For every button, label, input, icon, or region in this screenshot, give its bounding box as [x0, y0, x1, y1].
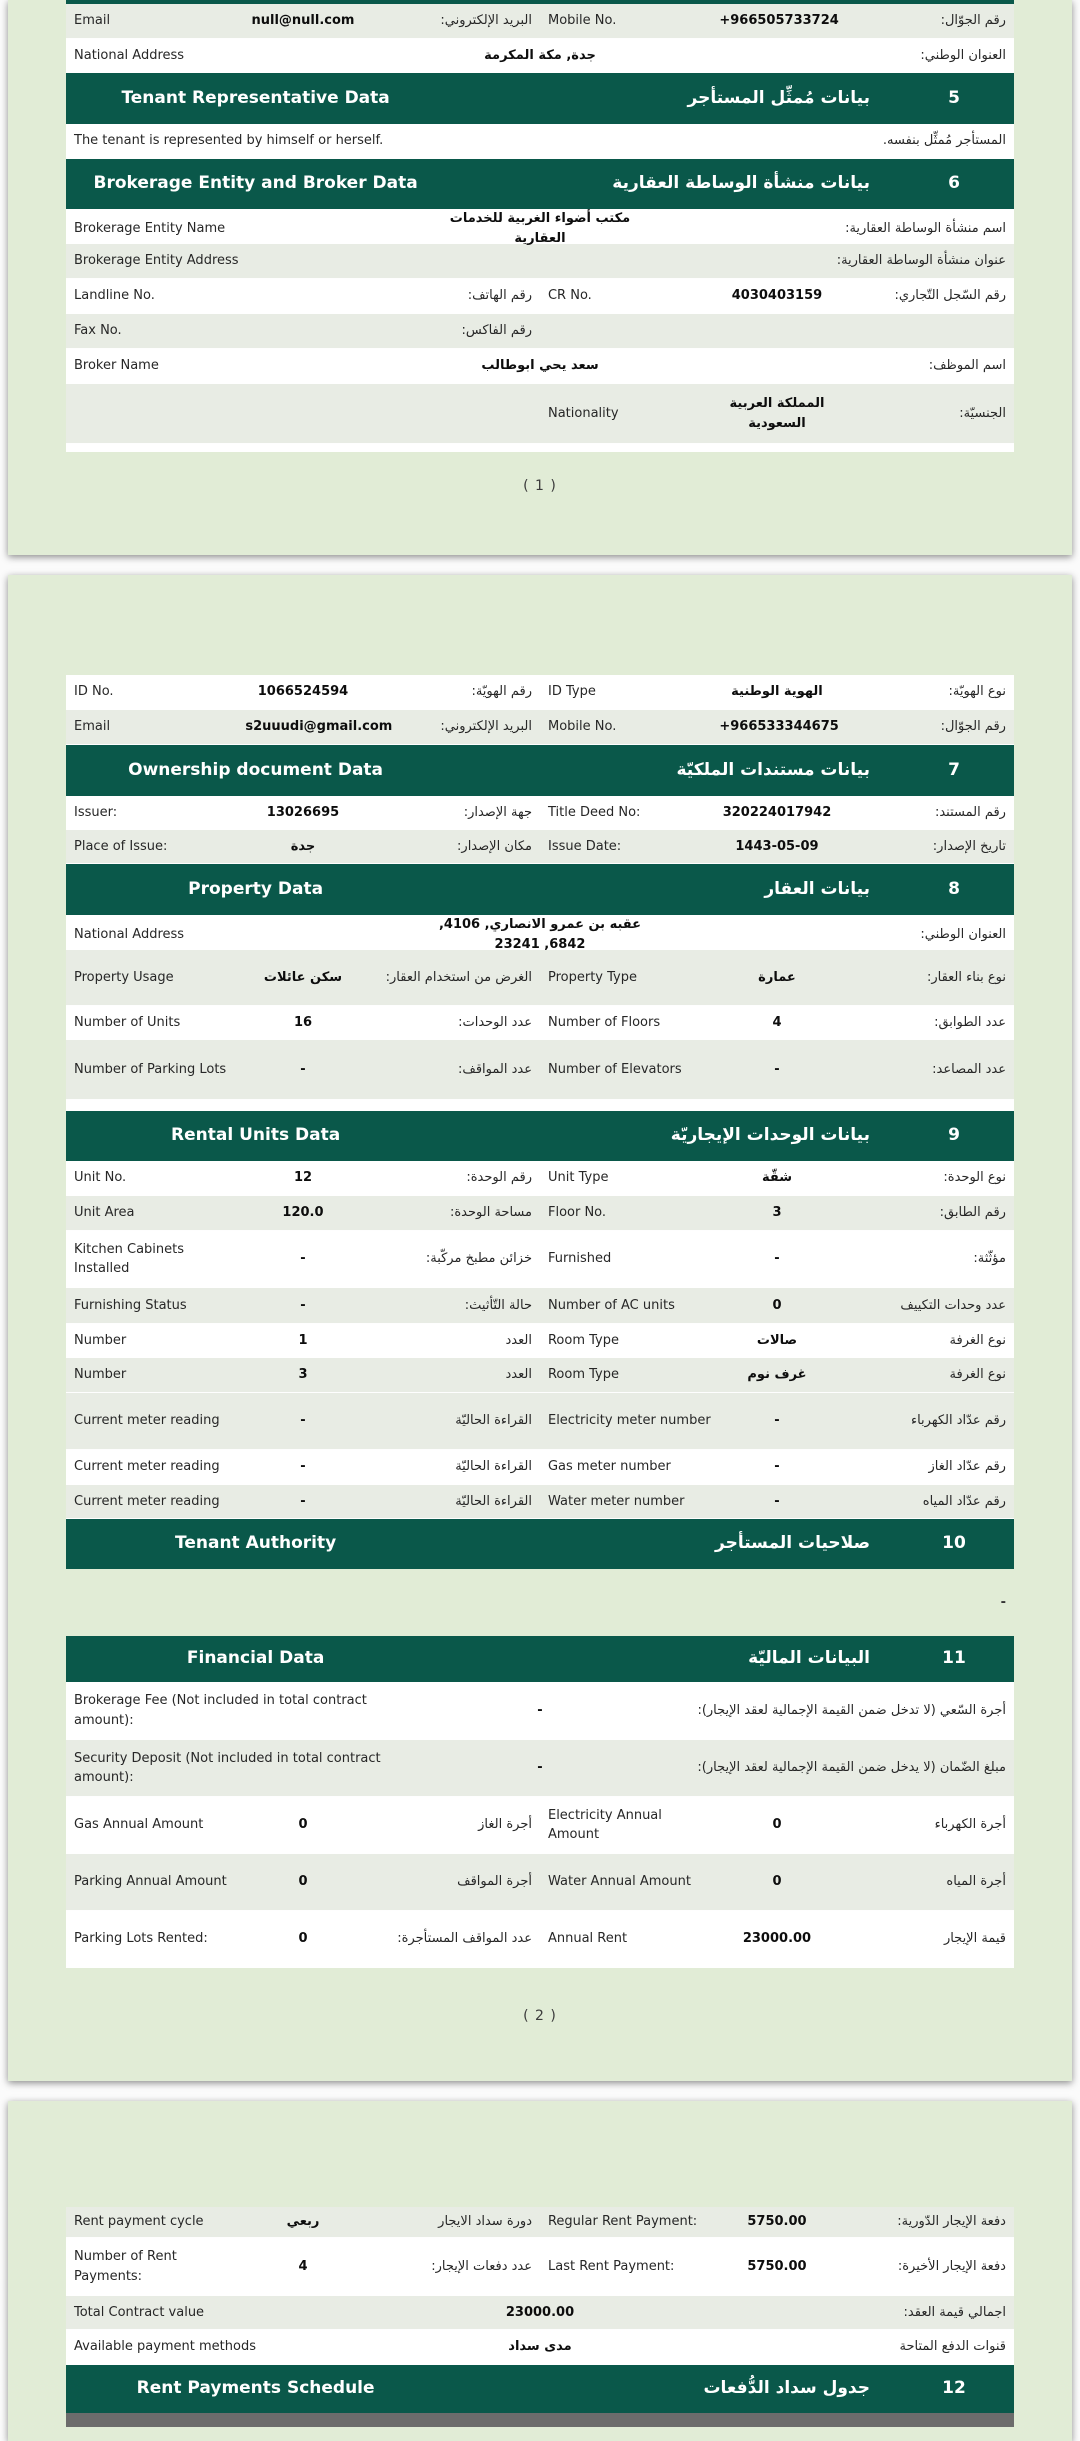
field-value: جدة	[290, 838, 316, 854]
field-label-ar: عدد المواقف:	[458, 1061, 532, 1077]
field-label-ar: رقم الهاتف:	[467, 288, 532, 304]
field-value: s2uuudi@gmail.com	[245, 719, 393, 735]
field-label-en: Nationality	[547, 405, 619, 421]
section-title-en: Tenant Authority	[175, 1533, 337, 1554]
field-label-en: Current meter reading	[74, 1459, 220, 1475]
field-label-en: ID Type	[547, 684, 596, 700]
field-label-en: Number of Units	[74, 1014, 181, 1030]
section-header	[66, 2365, 1014, 2413]
field-label-en: Unit Type	[547, 1170, 609, 1186]
field-value: +966533344675	[719, 719, 839, 735]
table-row	[66, 710, 1014, 745]
field-label-en: Landline No.	[74, 288, 155, 304]
field-label-en: Number of Parking Lots	[74, 1061, 227, 1077]
field-label-ar: البريد الإلكتروني:	[440, 719, 532, 735]
field-value: جدة, مكة المكرمة	[484, 47, 596, 63]
table-row	[66, 1324, 1014, 1358]
field-label-ar: اسم منشأة الوساطة العقارية:	[845, 220, 1006, 236]
section-title-ar: البيانات الماليّة	[748, 1648, 870, 1669]
field-label-ar: أجرة المياه	[946, 1874, 1006, 1890]
field-label-ar: دفعة الإيجار الأخيرة:	[897, 2258, 1006, 2274]
field-value: غرف نوم	[747, 1367, 807, 1383]
section-header	[66, 745, 1014, 796]
field-label-ar: اجمالي قيمة العقد:	[903, 2304, 1006, 2320]
field-label-en: Regular Rent Payment:	[547, 2214, 698, 2230]
section-number: 9	[948, 1125, 960, 1146]
section-header	[66, 159, 1014, 209]
field-label-en: Fax No.	[74, 323, 122, 339]
field-value: -	[774, 1493, 780, 1509]
field-label-en: Property Type	[547, 969, 637, 985]
field-label-en: ID No.	[74, 684, 114, 700]
table-row	[66, 1161, 1014, 1196]
section-title-ar: بيانات منشأة الوساطة العقارية	[612, 173, 870, 194]
field-label-ar: رقم الطابق:	[939, 1205, 1006, 1221]
section-title-en: Ownership document Data	[128, 759, 384, 780]
field-value: المملكة العربية السعودية	[729, 396, 825, 431]
field-label-en: Floor No.	[547, 1205, 607, 1221]
table-row	[66, 2296, 1014, 2330]
field-label-en: Mobile No.	[547, 719, 617, 735]
field-label-ar: أجرة السّعي (لا تدخل ضمن القيمة الإجمالية لعقد الإيجار):	[697, 1702, 1006, 1718]
table-row	[66, 830, 1014, 864]
field-label-ar: رقم عدّاد المياه	[922, 1493, 1006, 1509]
field-value: عقبه بن عمرو الانصاري, 4106, 6842, 23241	[438, 917, 642, 952]
field-value: سعد يحي ابوطالب	[481, 358, 599, 374]
field-label-en: Unit Area	[74, 1205, 135, 1221]
field-label-en: Brokerage Entity Name	[74, 220, 226, 236]
field-label-ar: القراءة الحاليّة	[455, 1459, 532, 1475]
field-value: 0	[772, 1297, 782, 1313]
field-label-en: Room Type	[547, 1332, 619, 1348]
section-number: 12	[942, 2378, 966, 2399]
field-value: صالات	[756, 1332, 798, 1348]
page-number: ( 1 )	[523, 478, 557, 494]
table-row	[66, 1040, 1014, 1100]
field-value: -	[774, 1061, 780, 1077]
contract-page-2	[8, 575, 1072, 2081]
section-header	[66, 1111, 1014, 1161]
field-label-en: Available payment methods	[74, 2339, 256, 2355]
field-label-en: National Address	[74, 47, 185, 63]
field-label-ar: عدد دفعات الإيجار:	[431, 2258, 532, 2274]
table-spacer	[66, 444, 1014, 452]
section-title-ar: بيانات الوحدات الإيجاريّة	[670, 1125, 870, 1146]
field-label-en: Furnishing Status	[74, 1297, 187, 1313]
field-value: -	[537, 1702, 543, 1718]
field-value: 12	[293, 1170, 313, 1186]
section-header	[66, 1636, 1014, 1682]
field-label-en: Parking Lots Rented:	[74, 1931, 208, 1947]
field-label-ar: الغرض من استخدام العقار:	[385, 969, 532, 985]
field-label-en: Water Annual Amount	[547, 1874, 691, 1890]
field-label-en: Number of Floors	[547, 1014, 661, 1030]
table-row	[66, 2207, 1014, 2238]
table-row	[66, 4, 1014, 39]
field-label-en: Broker Name	[74, 358, 159, 374]
field-value: مدى سداد	[508, 2339, 572, 2355]
field-label-en: Email	[74, 719, 111, 735]
section-title-en: Rental Units Data	[171, 1125, 341, 1146]
section-empty-gap	[66, 1569, 1014, 1636]
field-label-ar: أجرة الغاز	[478, 1817, 532, 1833]
table-row	[66, 1288, 1014, 1324]
field-label-en: Kitchen Cabinets Installed	[74, 1241, 185, 1276]
field-value: 23000.00	[742, 1931, 812, 1947]
field-label-ar: عنوان منشأة الوساطة العقارية:	[836, 253, 1006, 269]
page-footer	[66, 1968, 1014, 2081]
field-label-en: Number	[74, 1332, 127, 1348]
field-label-en: Parking Annual Amount	[74, 1874, 227, 1890]
field-label-ar: نوع بناء العقار:	[926, 969, 1006, 985]
contract-page-1	[8, 0, 1072, 555]
field-label-ar: المستأجر مُمثِّل بنفسه.	[882, 133, 1006, 149]
table-row	[66, 1006, 1014, 1040]
field-label-ar: نوع الغرفة	[949, 1332, 1006, 1348]
field-label-en: Email	[74, 13, 111, 29]
field-value: 120.0	[282, 1205, 324, 1221]
field-value: الهوية الوطنية	[731, 684, 823, 700]
field-label-en: Room Type	[547, 1367, 619, 1383]
field-value: 0	[298, 1874, 308, 1890]
field-value: -	[537, 1760, 543, 1776]
table-row	[66, 675, 1014, 710]
field-label-en: Annual Rent	[547, 1931, 628, 1947]
field-label-ar: البريد الإلكتروني:	[440, 13, 532, 29]
field-label-en: The tenant is represented by himself or herself.	[74, 133, 384, 149]
section-number: 7	[948, 759, 960, 780]
field-label-ar: اسم الموظف:	[928, 358, 1006, 374]
table-row	[66, 244, 1014, 279]
field-label-en: Issuer:	[74, 804, 118, 820]
field-value: -	[300, 1297, 306, 1313]
section-header	[66, 73, 1014, 124]
field-value: شقّة	[761, 1170, 792, 1186]
field-label-en: Brokerage Entity Address	[74, 253, 239, 269]
field-value: 4030403159	[731, 288, 823, 304]
table-row	[66, 1797, 1014, 1854]
field-label-ar: نوع الوحدة:	[943, 1170, 1006, 1186]
field-value: مكتب أضواء الغربية للخدمات العقارية	[449, 211, 631, 246]
field-label-ar: أجرة الكهرباء	[934, 1817, 1006, 1833]
table-row	[66, 2238, 1014, 2296]
field-value: -	[774, 1251, 780, 1267]
field-label-en: Unit No.	[74, 1170, 127, 1186]
table-row	[66, 796, 1014, 830]
field-value: عمارة	[758, 969, 796, 985]
table-row	[66, 950, 1014, 1006]
field-value: -	[774, 1459, 780, 1475]
field-label-en: Property Usage	[74, 969, 174, 985]
field-value: +966505733724	[719, 13, 839, 29]
field-label-ar: دورة سداد الايجار	[438, 2214, 532, 2230]
field-label-ar: نوع الهويّة:	[948, 684, 1006, 700]
table-row	[66, 915, 1014, 950]
field-label-en: Last Rent Payment:	[547, 2258, 675, 2274]
field-label-ar: رقم الجوّال:	[940, 13, 1006, 29]
field-value: 5750.00	[747, 2258, 807, 2274]
section-title-en: Rent Payments Schedule	[136, 2378, 375, 2399]
field-label-en: Number of AC units	[547, 1297, 675, 1313]
field-label-en: Water meter number	[547, 1493, 685, 1509]
section-number: 5	[948, 87, 960, 108]
contract-page-3	[8, 2101, 1072, 2441]
section-number: 11	[942, 1648, 966, 1669]
field-label-en: Number	[74, 1367, 127, 1383]
field-label-ar: الجنسيّة:	[959, 405, 1006, 421]
table-row	[66, 279, 1014, 314]
contract-table	[66, 2207, 1014, 2427]
field-value: 3	[772, 1205, 782, 1221]
field-label-ar: رقم الجوّال:	[940, 719, 1006, 735]
field-label-ar: عدد المواقف المستأجرة:	[397, 1931, 532, 1947]
field-label-ar: نوع الغرفة	[949, 1367, 1006, 1383]
field-value: -	[300, 1251, 306, 1267]
field-label-ar: عدد الطوابق:	[934, 1014, 1006, 1030]
field-label-en: Current meter reading	[74, 1413, 220, 1429]
table-row	[66, 124, 1014, 159]
field-value: 4	[298, 2258, 308, 2274]
field-value: 23000.00	[505, 2304, 575, 2320]
table-row	[66, 1450, 1014, 1485]
field-value: -	[774, 1413, 780, 1429]
empty-value-dash: -	[1000, 1594, 1006, 1610]
table-row	[66, 1854, 1014, 1911]
section-title-ar: بيانات مُمثِّل المستأجر	[687, 87, 870, 108]
field-label-en: Issue Date:	[547, 838, 622, 854]
field-label-ar: رقم عدّاد الكهرباء	[910, 1413, 1006, 1429]
field-value: 5750.00	[747, 2214, 807, 2230]
field-label-ar: عدد وحدات التكييف	[900, 1297, 1006, 1313]
contract-table	[66, 675, 1014, 1968]
field-label-ar: رقم عدّاد الغاز	[928, 1459, 1006, 1475]
field-label-en: CR No.	[547, 288, 592, 304]
field-label-en: Number of Elevators	[547, 1061, 682, 1077]
section-number: 8	[948, 878, 960, 899]
field-label-en: Current meter reading	[74, 1493, 220, 1509]
field-label-ar: خزائن مطبخ مركّبة:	[425, 1251, 532, 1267]
field-label-en: Gas Annual Amount	[74, 1817, 204, 1833]
field-value: -	[300, 1493, 306, 1509]
page-footer	[66, 452, 1014, 555]
section-title-en: Financial Data	[186, 1648, 325, 1669]
table-row	[66, 209, 1014, 244]
field-label-en: Number of Rent Payments:	[74, 2249, 177, 2284]
field-value: 1	[298, 1332, 308, 1348]
field-label-en: Rent payment cycle	[74, 2214, 204, 2230]
field-value: 320224017942	[722, 804, 832, 820]
field-value: ربعي	[286, 2214, 320, 2230]
contract-table	[66, 0, 1014, 452]
field-label-en: Electricity meter number	[547, 1413, 711, 1429]
section-title-ar: صلاحيات المستأجر	[715, 1533, 870, 1554]
field-label-en: National Address	[74, 926, 185, 942]
field-label-ar: جهة الإصدار:	[463, 804, 532, 820]
field-label-ar: مبلغ الضّمان (لا يدخل ضمن القيمة الإجمالية لعقد الإيجار):	[697, 1760, 1006, 1776]
table-row	[66, 1740, 1014, 1797]
field-value: 0	[298, 1931, 308, 1947]
field-label-ar: القراءة الحاليّة	[455, 1493, 532, 1509]
field-label-en: Furnished	[547, 1251, 612, 1267]
payments-table-header-cutoff	[66, 2413, 1014, 2427]
section-title-en: Brokerage Entity and Broker Data	[93, 173, 418, 194]
table-row	[66, 1682, 1014, 1740]
section-number: 6	[948, 173, 960, 194]
field-label-ar: عدد المصاعد:	[932, 1061, 1006, 1077]
field-label-ar: رقم الفاكس:	[461, 323, 532, 339]
field-label-en: Security Deposit (Not included in total contract amount):	[74, 1750, 381, 1785]
field-label-ar: رقم الوحدة:	[466, 1170, 532, 1186]
field-label-en: Total Contract value	[74, 2304, 205, 2320]
field-value: null@null.com	[251, 13, 355, 29]
field-label-ar: حالة التّأثيث:	[464, 1297, 532, 1313]
field-label-en: Title Deed No:	[547, 804, 641, 820]
field-label-ar: مساحة الوحدة:	[449, 1205, 532, 1221]
field-value: 16	[293, 1014, 313, 1030]
table-row	[66, 1911, 1014, 1968]
section-title-ar: بيانات مستندات الملكيّة	[676, 759, 870, 780]
field-label-en: Brokerage Fee (Not included in total contract amount):	[74, 1693, 367, 1728]
section-header	[66, 864, 1014, 915]
field-label-en: Place of Issue:	[74, 838, 168, 854]
table-spacer	[66, 1100, 1014, 1111]
field-label-ar: دفعة الإيجار الدّورية:	[897, 2214, 1006, 2230]
field-value: 1443-05-09	[735, 838, 819, 854]
table-row	[66, 1196, 1014, 1231]
field-value: 13026695	[266, 804, 340, 820]
field-label-ar: مؤثّثة:	[973, 1251, 1006, 1267]
field-value: 0	[772, 1874, 782, 1890]
table-row	[66, 384, 1014, 444]
field-value: 4	[772, 1014, 782, 1030]
table-row	[66, 39, 1014, 73]
field-label-ar: عدد الوحدات:	[458, 1014, 532, 1030]
field-label-ar: العدد	[505, 1332, 532, 1348]
field-value: 0	[772, 1817, 782, 1833]
table-row	[66, 314, 1014, 349]
field-value: -	[300, 1061, 306, 1077]
section-title-ar: بيانات العقار	[764, 878, 870, 899]
field-value: سكن عائلات	[263, 969, 343, 985]
field-label-en: Gas meter number	[547, 1459, 671, 1475]
section-title-ar: جدول سداد الدُّفعات	[703, 2378, 870, 2399]
field-label-ar: رقم الهويّة:	[471, 684, 532, 700]
table-row	[66, 2330, 1014, 2365]
section-title-en: Tenant Representative Data	[121, 87, 390, 108]
field-label-ar: تاريخ الإصدار:	[932, 838, 1006, 854]
field-label-ar: العنوان الوطني:	[920, 926, 1006, 942]
field-label-ar: قيمة الإيجار	[943, 1931, 1006, 1947]
field-label-en: Electricity Annual Amount	[547, 1807, 662, 1842]
field-label-ar: رقم السّجل التّجاري:	[894, 288, 1006, 304]
field-label-ar: مكان الإصدار:	[457, 838, 532, 854]
table-row	[66, 1393, 1014, 1450]
field-label-ar: العدد	[505, 1367, 532, 1383]
table-row	[66, 1231, 1014, 1288]
section-title-en: Property Data	[188, 878, 324, 899]
page-number: ( 2 )	[523, 2008, 557, 2024]
field-label-ar: رقم المستند:	[934, 804, 1006, 820]
field-value: 3	[298, 1367, 308, 1383]
table-row	[66, 349, 1014, 384]
field-label-ar: قنوات الدفع المتاحة	[899, 2339, 1006, 2355]
section-header	[66, 1519, 1014, 1569]
field-value: 0	[298, 1817, 308, 1833]
field-value: 1066524594	[257, 684, 349, 700]
field-label-ar: العنوان الوطني:	[920, 47, 1006, 63]
section-number: 10	[942, 1533, 966, 1554]
field-value: -	[300, 1459, 306, 1475]
field-value: -	[300, 1413, 306, 1429]
field-label-ar: القراءة الحاليّة	[455, 1413, 532, 1429]
field-label-ar: أجرة المواقف	[457, 1874, 532, 1890]
table-row	[66, 1485, 1014, 1519]
table-row	[66, 1358, 1014, 1393]
field-label-en: Mobile No.	[547, 13, 617, 29]
